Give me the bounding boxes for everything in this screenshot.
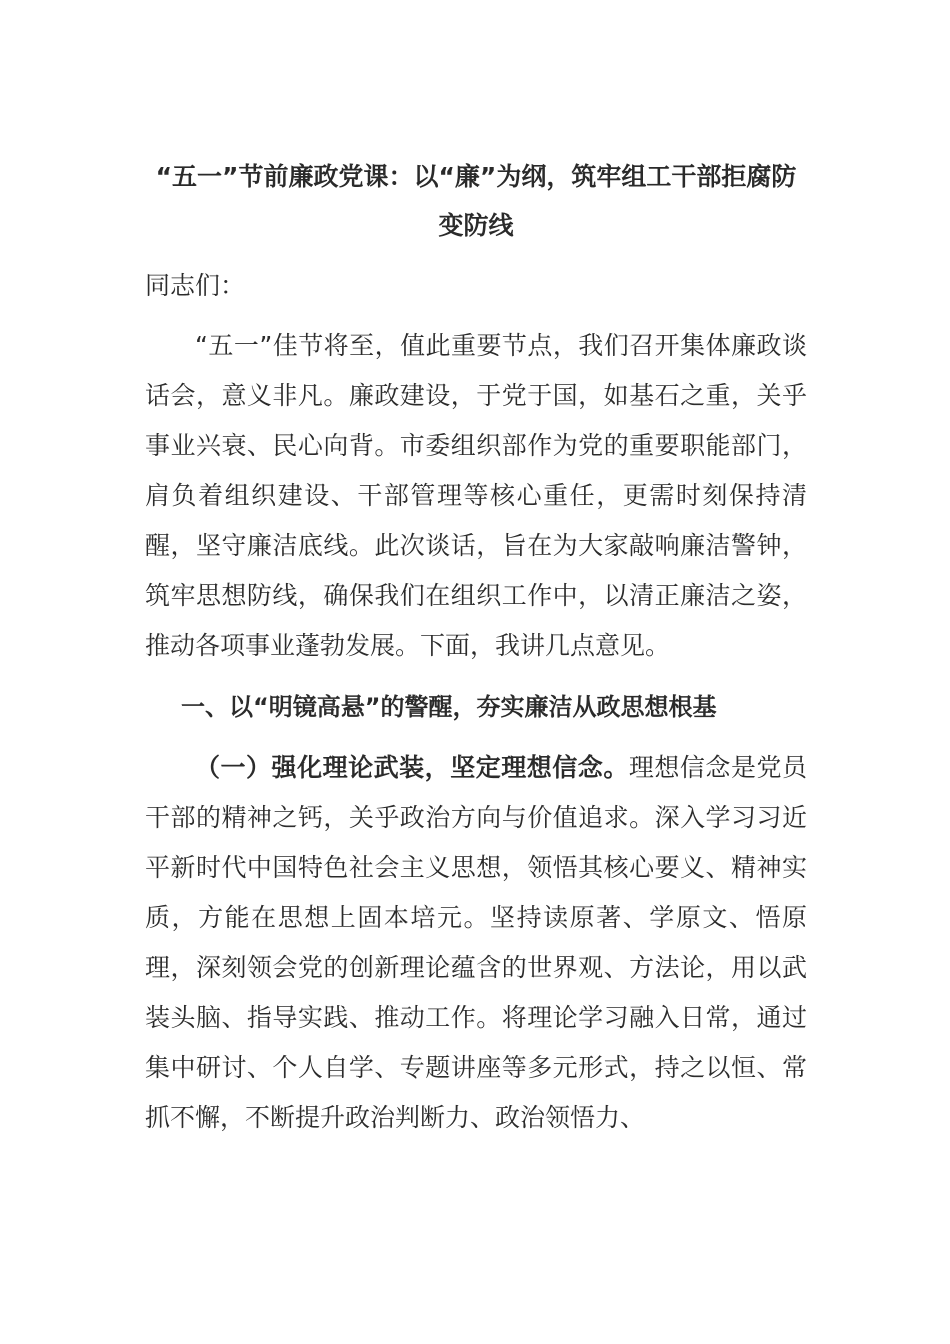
document-body [145, 152, 807, 1143]
greeting: 同志们： [145, 271, 246, 300]
document-title: “五一”节前廉政党课：以“廉”为纲，筑牢组工干部拒腐防变防线 [155, 162, 797, 240]
subsection-lead: （一）强化理论武装，坚定理想信念。 [195, 753, 629, 782]
subsection-body: 理想信念是党员干部的精神之钙，关乎政治方向与价值追求。深入学习习近平新时代中国特色社会主义思想，领悟其核心要义、精神实质，方能在思想上固本培元。坚持读原著、学原文、悟原理，深刻领会党的创新理论蕴含的世界观、方法论，用以武装头脑、指导实践、推动工作。将理论学习融入日常，通过集中研讨、个人自学、专题讲座等多元形式，持之以恒、常抓不懈，不断提升政治判断力、政治领悟力、 [145, 753, 807, 1132]
section-heading-1: 一、以“明镜高悬”的警醒，夯实廉洁从政思想根基 [181, 693, 717, 721]
subsection-paragraph-1 [145, 743, 807, 1143]
intro-paragraph: “五一”佳节将至，值此重要节点，我们召开集体廉政谈话会，意义非凡。廉政建设，于党于国，如基石之重，关乎事业兴衰、民心向背。市委组织部作为党的重要职能部门，肩负着组织建设、干部管理等核心重任，更需时刻保持清醒，坚守廉洁底线。此次谈话，旨在为大家敲响廉洁警钟，筑牢思想防线，确保我们在组织工作中，以清正廉洁之姿，推动各项事业蓬勃发展。下面，我讲几点意见。 [145, 331, 807, 660]
